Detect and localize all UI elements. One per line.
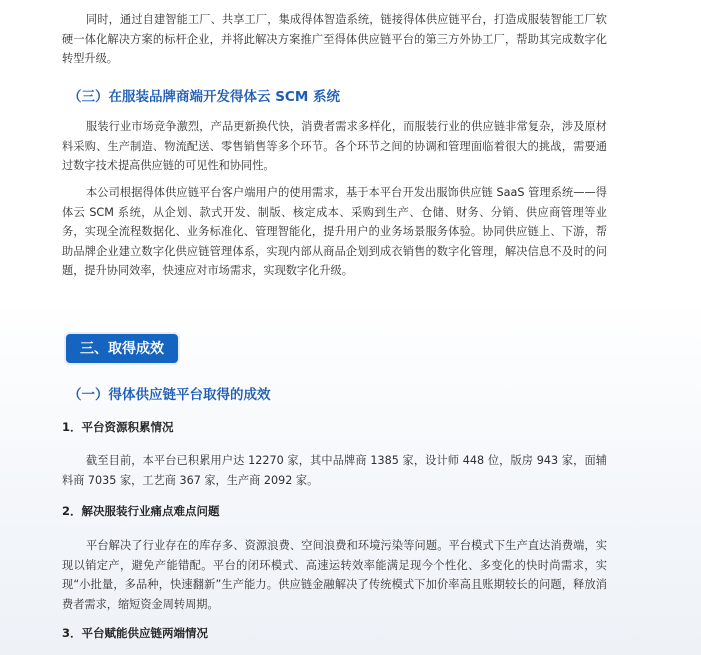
paragraph-pain-points: 平台解决了行业存在的库存多、资源浪费、空间浪费和环境污染等问题。平台模式下生产直达消费端，实现以销定产，避免产能错配。平台的闭环模式、高速运转效率能满足现今个性化、多变化的快时尚需求，实现“小批量，多品种，快速翻新”生产能力。供应链金融解决了传统模式下加价率高且账期较长的问题，释放消费者需求，缩短资金周转周期。 <box>62 539 607 611</box>
paragraph-scm-2: 本公司根据得体供应链平台客户端用户的使用需求，基于本平台开发出服饰供应链 SaaS 管理系统——得体云 SCM 系统，从企划、款式开发、制版、核定成本、采购到生产、仓储、财务、分销、供应商管理等业务，实现全流程数据化、业务标准化、管理智能化，提升用户的业务场景服务体验。协同供应链上、下游，帮助品牌企业建立数字化供应链管理体系，实现内部从商品企划到成衣销售的数字化管理，解决信息不及时的问题，提升协同效率，快速应对市场需求，实现数字化升级。 <box>62 186 607 277</box>
paragraph-scm-1: 服装行业市场竞争激烈，产品更新换代快，消费者需求多样化，而服装行业的供应链非常复杂，涉及原材料采购、生产制造、物流配送、零售销售等多个环节。各个环节之间的协调和管理面临着很大的挑战，需要通过数字技术提高供应链的可见性和协同性。 <box>62 120 607 172</box>
subsection-title-scm: （三）在服装品牌商端开发得体云 SCM 系统 <box>68 89 340 105</box>
item-title-enablement: 3．平台赋能供应链两端情况 <box>62 626 209 640</box>
section-title-banner: 三、取得成效 <box>66 334 178 363</box>
subsection-title-achievements: （一）得体供应链平台取得的成效 <box>68 387 271 403</box>
item-title-pain-points: 2．解决服装行业痛点难点问题 <box>62 504 220 518</box>
paragraph-intro-end: 同时，通过自建智能工厂、共享工厂，集成得体智造系统，链接得体供应链平台，打造成服装智能工厂软硬一体化解决方案的标杆企业，并将此解决方案推广至得体供应链平台的第三方外协工厂，帮助其完成数字化转型升级。 <box>62 13 607 65</box>
item-title-resources: 1．平台资源积累情况 <box>62 420 174 434</box>
paragraph-resources: 截至目前，本平台已积累用户达 12270 家，其中品牌商 1385 家，设计师 448 位，版房 943 家，面辅料商 7035 家，工艺商 367 家，生产商 2092 家。 <box>62 454 607 487</box>
